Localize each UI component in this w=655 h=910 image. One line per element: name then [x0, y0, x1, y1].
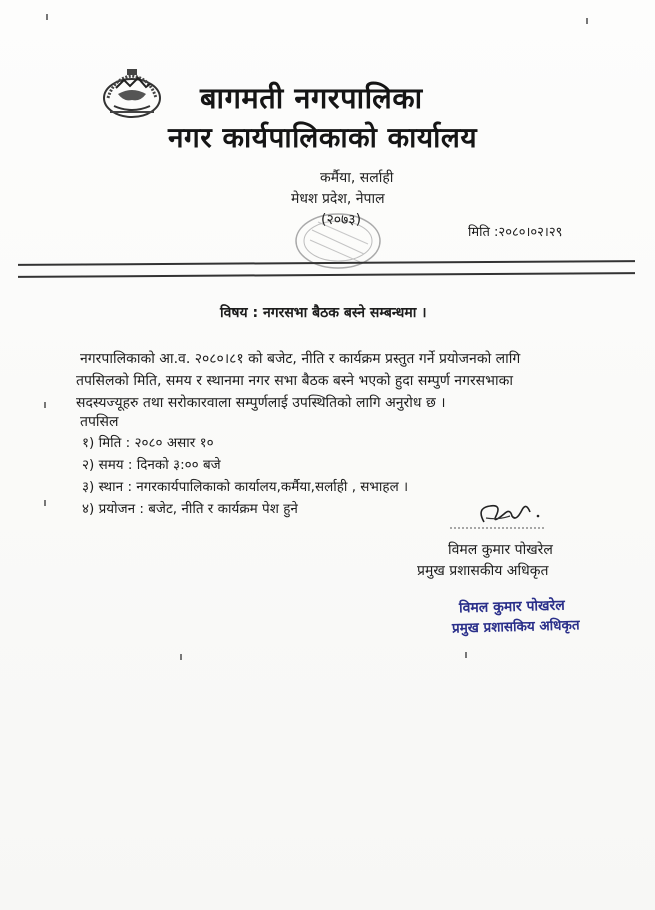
- nepal-emblem-icon: [100, 68, 164, 120]
- handwritten-signature: [446, 494, 550, 534]
- establishment-year: (२०७३): [321, 212, 362, 228]
- body-line: तपसिलको मिति, समय र स्थानमा नगर सभा बैठक बस्ने भएको हुदा सम्पुर्ण नगरसभाका: [76, 373, 513, 389]
- letter-body: [76, 348, 625, 414]
- name-stamp-title: प्रमुख प्रशासकिय अधिकृत: [451, 617, 580, 637]
- scan-speck: [180, 654, 182, 660]
- organization-name: बागमती नगरपालिका: [200, 81, 423, 115]
- office-name: नगर कार्यपालिकाको कार्यालय: [168, 121, 478, 154]
- list-item: ४) प्रयोजन : बजेट, नीति र कार्यक्रम पेश हुने: [82, 501, 298, 517]
- signatory-title: प्रमुख प्रशासकीय अधिकृत: [417, 563, 549, 579]
- signatory-name: विमल कुमार पोखरेल: [448, 542, 553, 558]
- body-line: नगरपालिकाको आ.व. २०८०।८१ को बजेट, नीति र कार्यक्रम प्रस्तुत गर्ने प्रयोजनको लागि: [80, 351, 521, 367]
- list-item: २) समय : दिनको ३:०० बजे: [82, 457, 221, 473]
- scan-speck: [586, 18, 588, 24]
- header-divider: [18, 272, 635, 277]
- details-heading: तपसिल: [80, 414, 119, 430]
- details-list: [82, 432, 408, 520]
- subject-line: विषय : नगरसभा बैठक बस्ने सम्बन्धमा ।: [220, 305, 427, 321]
- letter-date: मिति :२०८०।०२।२९: [468, 225, 563, 240]
- address-province: मेधश प्रदेश, नेपाल: [291, 191, 385, 207]
- list-item: १) मिति : २०८० असार १०: [82, 435, 214, 451]
- scan-speck: [44, 402, 46, 408]
- address-municipality: कर्मैया, सर्लाही: [320, 170, 394, 186]
- scan-speck: [46, 14, 48, 20]
- scan-speck: [465, 652, 467, 658]
- body-line: सदस्यज्यूहरु तथा सरोकारवाला सम्पुर्णलाई उपस्थितिको लागि अनुरोध छ ।: [76, 395, 446, 411]
- scan-speck: [44, 500, 46, 506]
- list-item: ३) स्थान : नगरकार्यपालिकाको कार्यालय,कर्मैया,सर्लाही , सभाहल ।: [82, 479, 409, 495]
- name-stamp-name: विमल कुमार पोखरेल: [458, 597, 565, 617]
